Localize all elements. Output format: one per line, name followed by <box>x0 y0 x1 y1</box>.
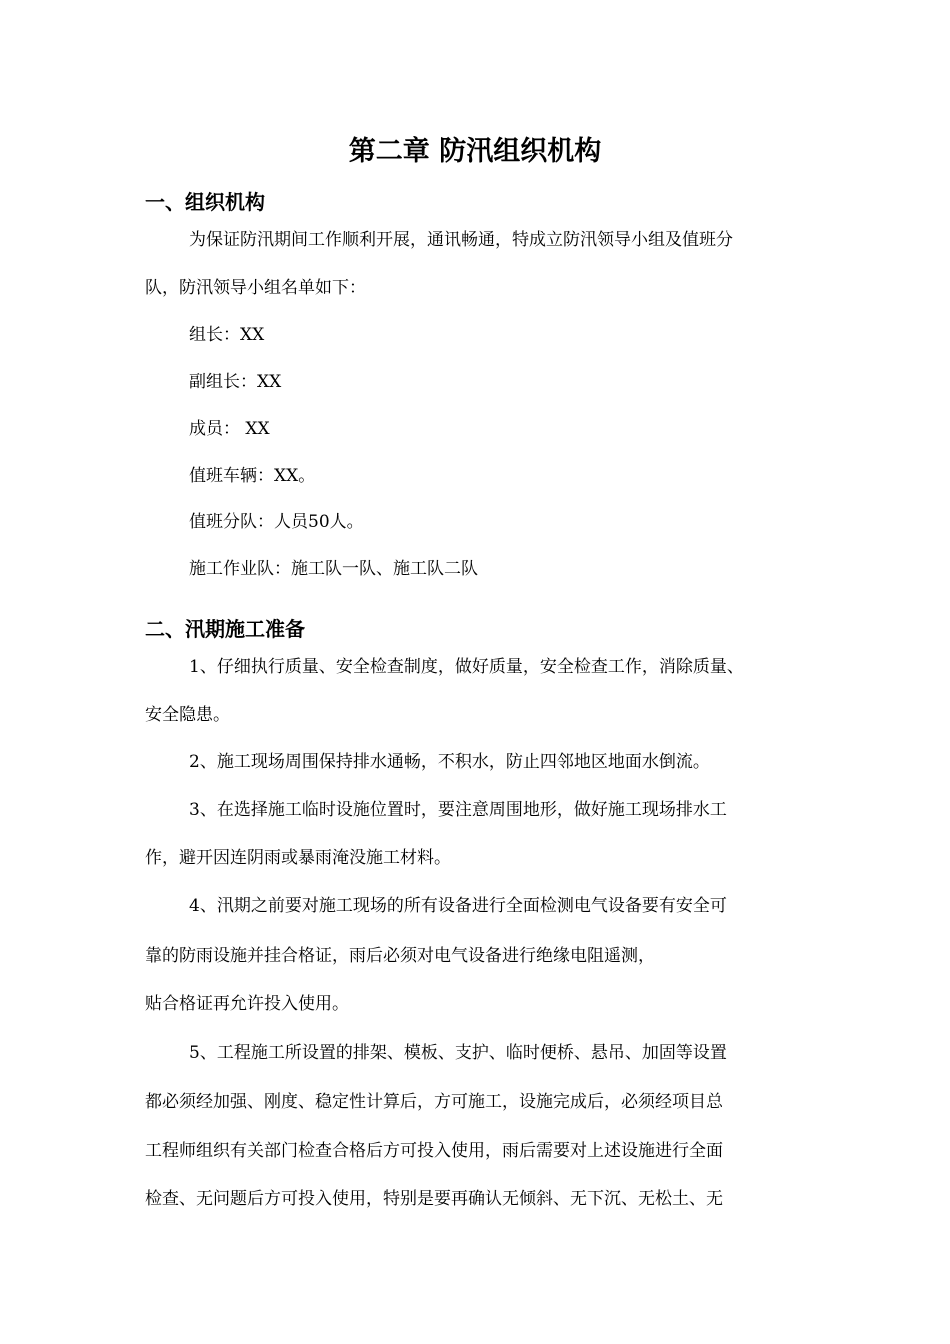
members-line: 成员： XX <box>189 419 270 439</box>
paragraph-line: 2、施工现场周围保持排水通畅，不积水，防止四邻地区地面水倒流。 <box>189 752 710 772</box>
paragraph-line: 都必须经加强、刚度、稳定性计算后，方可施工，设施完成后，必须经项目总 <box>145 1092 723 1112</box>
paragraph-line: 5、工程施工所设置的排架、模板、支护、临时便桥、悬吊、加固等设置 <box>189 1043 727 1063</box>
section-heading-organization: 一、组织机构 <box>145 190 265 214</box>
deputy-leader-line: 副组长：XX <box>189 372 282 392</box>
paragraph-line: 安全隐患。 <box>145 705 230 725</box>
paragraph-line: 靠的防雨设施并挂合格证，雨后必须对电气设备进行绝缘电阻遥测， <box>145 946 655 966</box>
paragraph-line: 检查、无问题后方可投入使用，特别是要再确认无倾斜、无下沉、无松土、无 <box>145 1189 723 1209</box>
paragraph-line: 4、汛期之前要对施工现场的所有设备进行全面检测电气设备要有安全可 <box>189 896 727 916</box>
section-heading-flood-preparation: 二、汛期施工准备 <box>145 617 305 641</box>
work-teams-line: 施工作业队：施工队一队、施工队二队 <box>189 559 478 579</box>
chapter-title: 第二章 防汛组织机构 <box>348 136 602 167</box>
paragraph-line: 队，防汛领导小组名单如下： <box>145 278 366 298</box>
duty-squad-line: 值班分队：人员50人。 <box>189 512 364 532</box>
paragraph-line: 贴合格证再允许投入使用。 <box>145 994 349 1014</box>
paragraph-line: 作，避开因连阴雨或暴雨淹没施工材料。 <box>145 848 451 868</box>
paragraph-line: 为保证防汛期间工作顺利开展，通讯畅通，特成立防汛领导小组及值班分 <box>189 230 733 250</box>
leader-line: 组长：XX <box>189 325 265 345</box>
paragraph-line: 3、在选择施工临时设施位置时，要注意周围地形，做好施工现场排水工 <box>189 800 727 820</box>
vehicle-line: 值班车辆：XX。 <box>189 466 316 486</box>
paragraph-line: 1、仔细执行质量、安全检查制度，做好质量，安全检查工作，消除质量、 <box>189 657 744 677</box>
paragraph-line: 工程师组织有关部门检查合格后方可投入使用，雨后需要对上述设施进行全面 <box>145 1141 723 1161</box>
